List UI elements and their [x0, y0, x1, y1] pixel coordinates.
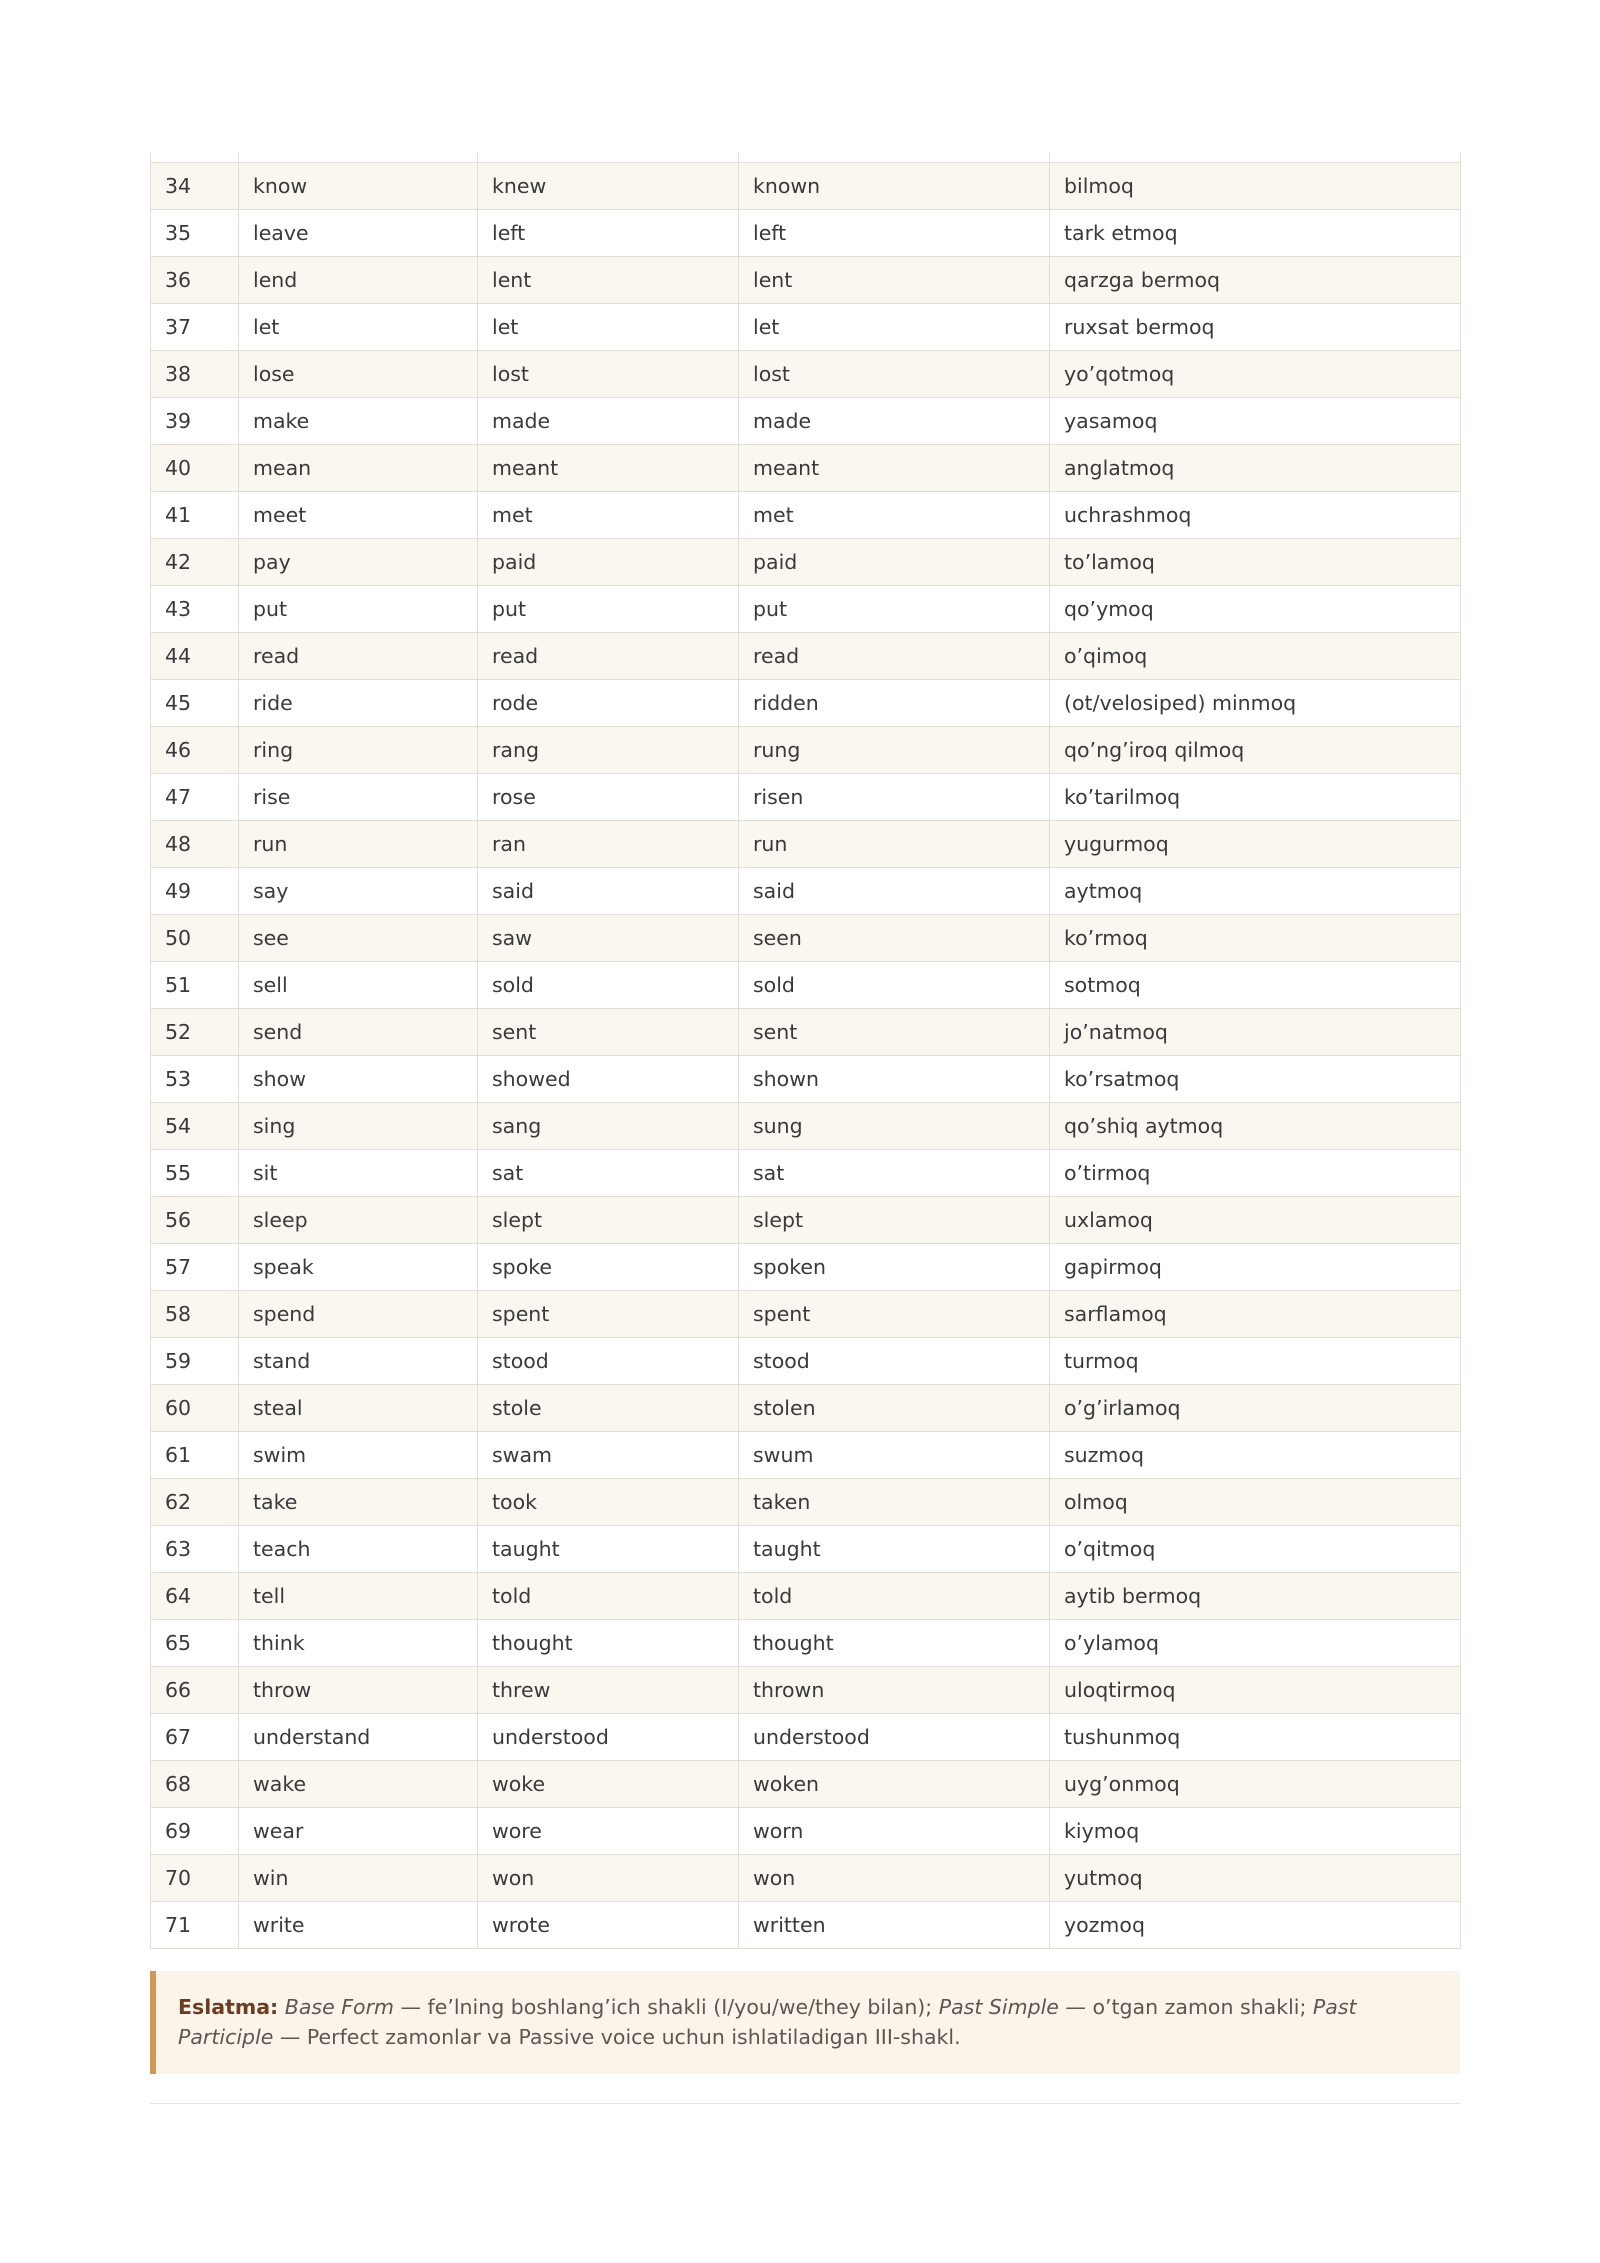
cell-base-form: understand [239, 1714, 478, 1761]
cell-number: 39 [151, 398, 239, 445]
table-row [151, 868, 1461, 915]
cell-number: 51 [151, 962, 239, 1009]
cell-past-simple: sat [478, 1150, 739, 1197]
cell-base-form: wear [239, 1808, 478, 1855]
cell-past-simple: meant [478, 445, 739, 492]
cell-number: 60 [151, 1385, 239, 1432]
table-row [151, 1385, 1461, 1432]
cell-past-participle: swum [739, 1432, 1050, 1479]
table-row [151, 1103, 1461, 1150]
cell-past-simple: taught [478, 1526, 739, 1573]
note-box [150, 1971, 1460, 2074]
table-row [151, 539, 1461, 586]
cell-past-simple: wrote [478, 1902, 739, 1949]
cell-number: 43 [151, 586, 239, 633]
table-row [151, 1197, 1461, 1244]
cell-base-form: swim [239, 1432, 478, 1479]
cell-translation: o’ylamoq [1050, 1620, 1461, 1667]
cell-past-participle: lent [739, 257, 1050, 304]
cell-past-simple: told [478, 1573, 739, 1620]
cell-past-participle: lost [739, 351, 1050, 398]
cell-translation: bilmoq [1050, 163, 1461, 210]
table-row [151, 727, 1461, 774]
table-row [151, 1338, 1461, 1385]
cell-number: 42 [151, 539, 239, 586]
cell-number: 64 [151, 1573, 239, 1620]
cell-past-participle: woken [739, 1761, 1050, 1808]
cell-past-participle: sat [739, 1150, 1050, 1197]
cell-past-participle: said [739, 868, 1050, 915]
cell-number: 34 [151, 163, 239, 210]
cell-base-form: meet [239, 492, 478, 539]
cell-translation: ruxsat bermoq [1050, 304, 1461, 351]
cell-past-participle: sung [739, 1103, 1050, 1150]
cell-past-simple: woke [478, 1761, 739, 1808]
cell-past-participle: written [739, 1902, 1050, 1949]
cell-past-simple: won [478, 1855, 739, 1902]
cell-past-participle: let [739, 304, 1050, 351]
cell-past-participle: read [739, 633, 1050, 680]
cell-base-form: show [239, 1056, 478, 1103]
note-text-past-participle: — Perfect zamonlar va Passive voice uchun ishlatiladigan III-shakl. [273, 2025, 961, 2049]
table-row [151, 210, 1461, 257]
cell-translation: olmoq [1050, 1479, 1461, 1526]
table-row [151, 1479, 1461, 1526]
cell-number: 46 [151, 727, 239, 774]
cell-number: 69 [151, 1808, 239, 1855]
cell-past-simple: rode [478, 680, 739, 727]
cell-number: 59 [151, 1338, 239, 1385]
cell-translation: sarflamoq [1050, 1291, 1461, 1338]
cell-past-simple: ran [478, 821, 739, 868]
cell-past-participle: spoken [739, 1244, 1050, 1291]
cell-base-form: send [239, 1009, 478, 1056]
cell-number: 65 [151, 1620, 239, 1667]
note-text-base-form: — fe’lning boshlang’ich shakli (I/you/we/they bilan); [393, 1995, 939, 2019]
cell-past-participle: stood [739, 1338, 1050, 1385]
cell-translation: qarzga bermoq [1050, 257, 1461, 304]
cell-past-simple: sent [478, 1009, 739, 1056]
cell-translation: jo’natmoq [1050, 1009, 1461, 1056]
cell-number: 52 [151, 1009, 239, 1056]
cell-translation: tark etmoq [1050, 210, 1461, 257]
cell-past-participle: taught [739, 1526, 1050, 1573]
cell-past-simple: paid [478, 539, 739, 586]
cell-number: 49 [151, 868, 239, 915]
table-row [151, 586, 1461, 633]
cell-base-form: sing [239, 1103, 478, 1150]
cell-number: 50 [151, 915, 239, 962]
cell-past-simple: sang [478, 1103, 739, 1150]
cell-past-simple: let [478, 304, 739, 351]
cell-past-participle: known [739, 163, 1050, 210]
cell-past-participle: ridden [739, 680, 1050, 727]
cell-past-simple: said [478, 868, 739, 915]
table-row [151, 774, 1461, 821]
cell-past-participle: put [739, 586, 1050, 633]
cell-past-participle: worn [739, 1808, 1050, 1855]
cell-past-simple: lent [478, 257, 739, 304]
cell-base-form: think [239, 1620, 478, 1667]
table-row [151, 1902, 1461, 1949]
table-row [151, 304, 1461, 351]
cell-past-simple: read [478, 633, 739, 680]
cell-past-simple: took [478, 1479, 739, 1526]
cell-past-participle: risen [739, 774, 1050, 821]
cell-translation: aytib bermoq [1050, 1573, 1461, 1620]
cell-translation: turmoq [1050, 1338, 1461, 1385]
table-row [151, 492, 1461, 539]
cell-past-participle: made [739, 398, 1050, 445]
cell-translation: tushunmoq [1050, 1714, 1461, 1761]
table-row [151, 351, 1461, 398]
cell-number: 57 [151, 1244, 239, 1291]
note-term-past-simple: Past Simple [938, 1995, 1059, 2019]
cell-base-form: mean [239, 445, 478, 492]
table-row [151, 1761, 1461, 1808]
cell-past-simple: met [478, 492, 739, 539]
cell-translation: qo’ymoq [1050, 586, 1461, 633]
cell-translation: ko’tarilmoq [1050, 774, 1461, 821]
cell-translation: uxlamoq [1050, 1197, 1461, 1244]
cell-past-participle: slept [739, 1197, 1050, 1244]
table-row [151, 1009, 1461, 1056]
page-divider [150, 2103, 1460, 2104]
cell-number: 61 [151, 1432, 239, 1479]
cell-number: 70 [151, 1855, 239, 1902]
cell-base-form: take [239, 1479, 478, 1526]
cell-base-form: know [239, 163, 478, 210]
cell-past-participle: sold [739, 962, 1050, 1009]
note-text-past-simple: — o’tgan zamon shakli; [1058, 1995, 1313, 2019]
cell-base-form: speak [239, 1244, 478, 1291]
cell-base-form: pay [239, 539, 478, 586]
cell-translation: o’tirmoq [1050, 1150, 1461, 1197]
cell-number: 41 [151, 492, 239, 539]
cell-past-simple: thought [478, 1620, 739, 1667]
cell-past-simple: sold [478, 962, 739, 1009]
irregular-verbs-table [150, 153, 1461, 1949]
cell-past-simple: threw [478, 1667, 739, 1714]
cell-base-form: wake [239, 1761, 478, 1808]
cell-number: 55 [151, 1150, 239, 1197]
cell-past-simple: stood [478, 1338, 739, 1385]
cell-translation: yo’qotmoq [1050, 351, 1461, 398]
cell-base-form: win [239, 1855, 478, 1902]
table-row [151, 163, 1461, 210]
cell-past-simple: wore [478, 1808, 739, 1855]
cell-translation: sotmoq [1050, 962, 1461, 1009]
cell-translation: o’g’irlamoq [1050, 1385, 1461, 1432]
cell-number: 45 [151, 680, 239, 727]
cell-past-participle: sent [739, 1009, 1050, 1056]
cell-past-participle: thrown [739, 1667, 1050, 1714]
cell-past-participle: seen [739, 915, 1050, 962]
cell-translation: o’qitmoq [1050, 1526, 1461, 1573]
cell-base-form: stand [239, 1338, 478, 1385]
cell-translation: o’qimoq [1050, 633, 1461, 680]
cell-past-simple: saw [478, 915, 739, 962]
cell-past-simple: spent [478, 1291, 739, 1338]
cell-number: 71 [151, 1902, 239, 1949]
cell-past-simple: made [478, 398, 739, 445]
cell-number: 48 [151, 821, 239, 868]
cell-number: 36 [151, 257, 239, 304]
cell-translation: yasamoq [1050, 398, 1461, 445]
cell-past-participle: paid [739, 539, 1050, 586]
cell-number: 47 [151, 774, 239, 821]
table-row [151, 445, 1461, 492]
cell-past-simple: lost [478, 351, 739, 398]
cell-past-participle: run [739, 821, 1050, 868]
table-row [151, 1620, 1461, 1667]
table-row [151, 1855, 1461, 1902]
cell-base-form: lend [239, 257, 478, 304]
cell-translation: yozmoq [1050, 1902, 1461, 1949]
cell-past-participle: thought [739, 1620, 1050, 1667]
cell-past-participle: met [739, 492, 1050, 539]
table-row [151, 821, 1461, 868]
cell-base-form: write [239, 1902, 478, 1949]
table-row [151, 1291, 1461, 1338]
table-row [151, 680, 1461, 727]
cell-base-form: sit [239, 1150, 478, 1197]
cell-number: 38 [151, 351, 239, 398]
cell-past-participle: taken [739, 1479, 1050, 1526]
cell-base-form: ring [239, 727, 478, 774]
table-row [151, 1808, 1461, 1855]
cell-base-form: ride [239, 680, 478, 727]
cell-past-participle: stolen [739, 1385, 1050, 1432]
cell-past-simple: spoke [478, 1244, 739, 1291]
table-row [151, 1526, 1461, 1573]
cell-number: 67 [151, 1714, 239, 1761]
table-row [151, 1056, 1461, 1103]
cell-past-participle: rung [739, 727, 1050, 774]
cell-base-form: throw [239, 1667, 478, 1714]
cell-base-form: tell [239, 1573, 478, 1620]
cell-translation: kiymoq [1050, 1808, 1461, 1855]
table-row [151, 1432, 1461, 1479]
cell-number: 35 [151, 210, 239, 257]
cell-base-form: steal [239, 1385, 478, 1432]
cell-translation: qo’shiq aytmoq [1050, 1103, 1461, 1150]
table-row [151, 633, 1461, 680]
cell-past-participle: spent [739, 1291, 1050, 1338]
cell-translation: suzmoq [1050, 1432, 1461, 1479]
cell-number: 58 [151, 1291, 239, 1338]
cell-base-form: rise [239, 774, 478, 821]
cell-translation: uloqtirmoq [1050, 1667, 1461, 1714]
table-row-continued [151, 153, 1461, 163]
cell-number: 37 [151, 304, 239, 351]
table-row [151, 1244, 1461, 1291]
cell-base-form: lose [239, 351, 478, 398]
cell-translation: anglatmoq [1050, 445, 1461, 492]
cell-past-participle: told [739, 1573, 1050, 1620]
cell-translation: gapirmoq [1050, 1244, 1461, 1291]
cell-translation: (ot/velosiped) minmoq [1050, 680, 1461, 727]
table-row [151, 257, 1461, 304]
note-label: Eslatma: [178, 1995, 279, 2019]
cell-past-participle: shown [739, 1056, 1050, 1103]
cell-past-simple: understood [478, 1714, 739, 1761]
cell-translation: to’lamoq [1050, 539, 1461, 586]
note-term-base-form: Base Form [284, 1995, 394, 2019]
cell-past-simple: rang [478, 727, 739, 774]
cell-number: 68 [151, 1761, 239, 1808]
page-content [150, 153, 1460, 2074]
cell-base-form: leave [239, 210, 478, 257]
cell-number: 66 [151, 1667, 239, 1714]
cell-past-participle: meant [739, 445, 1050, 492]
cell-base-form: sell [239, 962, 478, 1009]
cell-past-simple: stole [478, 1385, 739, 1432]
cell-translation: qo’ng’iroq qilmoq [1050, 727, 1461, 774]
cell-base-form: sleep [239, 1197, 478, 1244]
cell-translation: yugurmoq [1050, 821, 1461, 868]
cell-number: 40 [151, 445, 239, 492]
cell-past-simple: left [478, 210, 739, 257]
cell-past-participle: won [739, 1855, 1050, 1902]
cell-translation: aytmoq [1050, 868, 1461, 915]
cell-translation: uyg’onmoq [1050, 1761, 1461, 1808]
cell-number: 56 [151, 1197, 239, 1244]
cell-number: 44 [151, 633, 239, 680]
cell-base-form: make [239, 398, 478, 445]
table-row [151, 1714, 1461, 1761]
cell-number: 54 [151, 1103, 239, 1150]
cell-base-form: read [239, 633, 478, 680]
cell-translation: ko’rmoq [1050, 915, 1461, 962]
cell-past-simple: rose [478, 774, 739, 821]
table-row [151, 1667, 1461, 1714]
cell-translation: ko’rsatmoq [1050, 1056, 1461, 1103]
cell-translation: yutmoq [1050, 1855, 1461, 1902]
cell-past-simple: knew [478, 163, 739, 210]
cell-past-simple: put [478, 586, 739, 633]
cell-base-form: let [239, 304, 478, 351]
cell-past-simple: slept [478, 1197, 739, 1244]
table-body [151, 153, 1461, 1949]
table-row [151, 398, 1461, 445]
cell-base-form: put [239, 586, 478, 633]
table-row [151, 962, 1461, 1009]
note-term-past-participle: Past Participle [178, 1995, 1357, 2049]
cell-base-form: spend [239, 1291, 478, 1338]
cell-base-form: say [239, 868, 478, 915]
cell-base-form: teach [239, 1526, 478, 1573]
cell-base-form: see [239, 915, 478, 962]
cell-number: 62 [151, 1479, 239, 1526]
cell-translation: uchrashmoq [1050, 492, 1461, 539]
cell-past-participle: understood [739, 1714, 1050, 1761]
cell-number: 53 [151, 1056, 239, 1103]
table-row [151, 1150, 1461, 1197]
cell-past-participle: left [739, 210, 1050, 257]
cell-past-simple: swam [478, 1432, 739, 1479]
cell-past-simple: showed [478, 1056, 739, 1103]
table-row [151, 1573, 1461, 1620]
cell-number: 63 [151, 1526, 239, 1573]
cell-base-form: run [239, 821, 478, 868]
table-row [151, 915, 1461, 962]
